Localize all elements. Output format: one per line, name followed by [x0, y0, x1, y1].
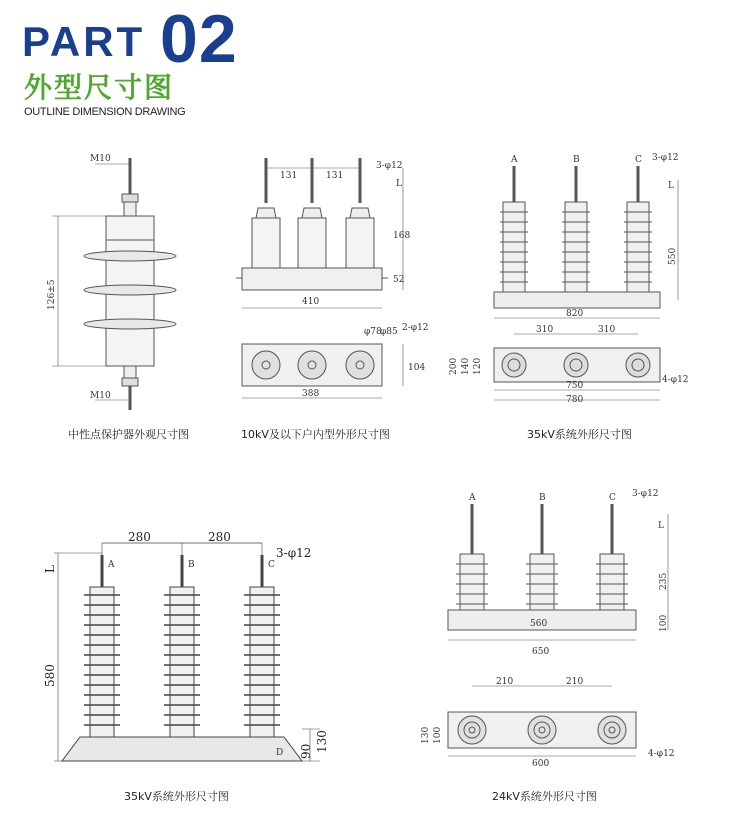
- fig2-height: 168: [393, 231, 411, 241]
- part-label: PART: [22, 18, 146, 65]
- figure-neutral-protector: [40, 150, 220, 415]
- fig3-spacing-2: 310: [598, 325, 616, 335]
- fig3-height: 550: [668, 247, 678, 265]
- fig3-spacing-1: 310: [536, 325, 554, 335]
- fig3-dim-140: 140: [461, 357, 471, 375]
- fig2-dia-2: φ85: [380, 327, 398, 337]
- fig1-height: 126±5: [47, 279, 57, 310]
- fig3-base-length: 820: [566, 309, 584, 319]
- fig2-width: 410: [302, 297, 320, 307]
- figure-10kv-indoor: [228, 148, 428, 410]
- fig3-phase-b: B: [573, 155, 580, 165]
- fig5-phase-b: B: [539, 493, 546, 503]
- fig5-dim-130: 130: [421, 726, 431, 744]
- fig2-caption: 10kV及以下户内型外形尺寸图: [241, 428, 390, 441]
- fig1-caption: 中性点保护器外观尺寸图: [68, 428, 189, 441]
- fig5-phase-c: C: [609, 493, 616, 503]
- fig3-dim-120: 120: [473, 357, 483, 375]
- fig5-holes: 3-φ12: [632, 489, 659, 499]
- fig4-phase-b: B: [188, 560, 195, 570]
- fig5-width-650: 650: [532, 647, 550, 657]
- figure-35kv-system-b: [40, 525, 340, 775]
- fig3-dim-200: 200: [449, 357, 459, 375]
- fig4-spacing-2: 280: [208, 530, 231, 544]
- fig3-width-750: 750: [566, 381, 584, 391]
- figure-35kv-system-a: [440, 150, 690, 410]
- fig5-spacing-2: 210: [566, 677, 584, 687]
- fig3-caption: 35kV系统外形尺寸图: [527, 428, 632, 441]
- fig4-caption: 35kV系统外形尺寸图: [124, 790, 229, 803]
- fig5-height: 235: [659, 572, 669, 590]
- fig4-phase-d: D: [276, 748, 284, 758]
- fig5-terminal: L: [658, 521, 664, 531]
- fig5-spacing-1: 210: [496, 677, 514, 687]
- fig3-width-780: 780: [566, 395, 584, 405]
- fig5-width-600: 600: [532, 759, 550, 769]
- fig3-terminal: L: [668, 181, 674, 191]
- fig4-height: 580: [43, 664, 57, 687]
- fig4-dim-90: 90: [299, 743, 313, 759]
- fig2-spacing-1: 131: [280, 171, 298, 181]
- fig4-dim-130: 130: [315, 730, 329, 753]
- fig2-mount-holes: 2-φ12: [402, 323, 429, 333]
- fig2-base-width: 388: [302, 389, 320, 399]
- fig4-holes: 3-φ12: [276, 546, 312, 560]
- fig5-dim-100: 100: [433, 726, 443, 744]
- section-title-en: OUTLINE DIMENSION DRAWING: [24, 106, 186, 118]
- fig2-base-height: 52: [393, 275, 405, 285]
- fig5-base-height: 100: [659, 614, 669, 632]
- fig3-phase-c: C: [635, 155, 642, 165]
- fig2-depth: 104: [408, 363, 426, 373]
- fig4-phase-a: A: [108, 560, 115, 570]
- fig2-dia-1: φ78: [364, 327, 382, 337]
- section-title-cn: 外型尺寸图: [24, 71, 175, 104]
- part-number: 02: [160, 1, 238, 77]
- fig4-terminal: L: [43, 565, 57, 573]
- fig1-bottom-thread: M10: [90, 391, 111, 401]
- fig3-phase-a: A: [511, 155, 518, 165]
- fig5-phase-a: A: [469, 493, 476, 503]
- fig3-mount-holes: 4-φ12: [662, 375, 689, 385]
- fig2-spacing-2: 131: [326, 171, 344, 181]
- fig5-caption: 24kV系统外形尺寸图: [492, 790, 597, 803]
- fig1-top-thread: M10: [90, 154, 111, 164]
- fig2-terminal: L: [396, 179, 402, 189]
- fig4-phase-c: C: [268, 560, 275, 570]
- fig5-width-560: 560: [530, 619, 548, 629]
- figure-24kv-system: [420, 486, 690, 772]
- fig4-spacing-1: 280: [128, 530, 151, 544]
- fig2-holes: 3-φ12: [376, 161, 403, 171]
- fig3-holes: 3-φ12: [652, 153, 679, 163]
- fig5-mount-holes: 4-φ12: [648, 749, 675, 759]
